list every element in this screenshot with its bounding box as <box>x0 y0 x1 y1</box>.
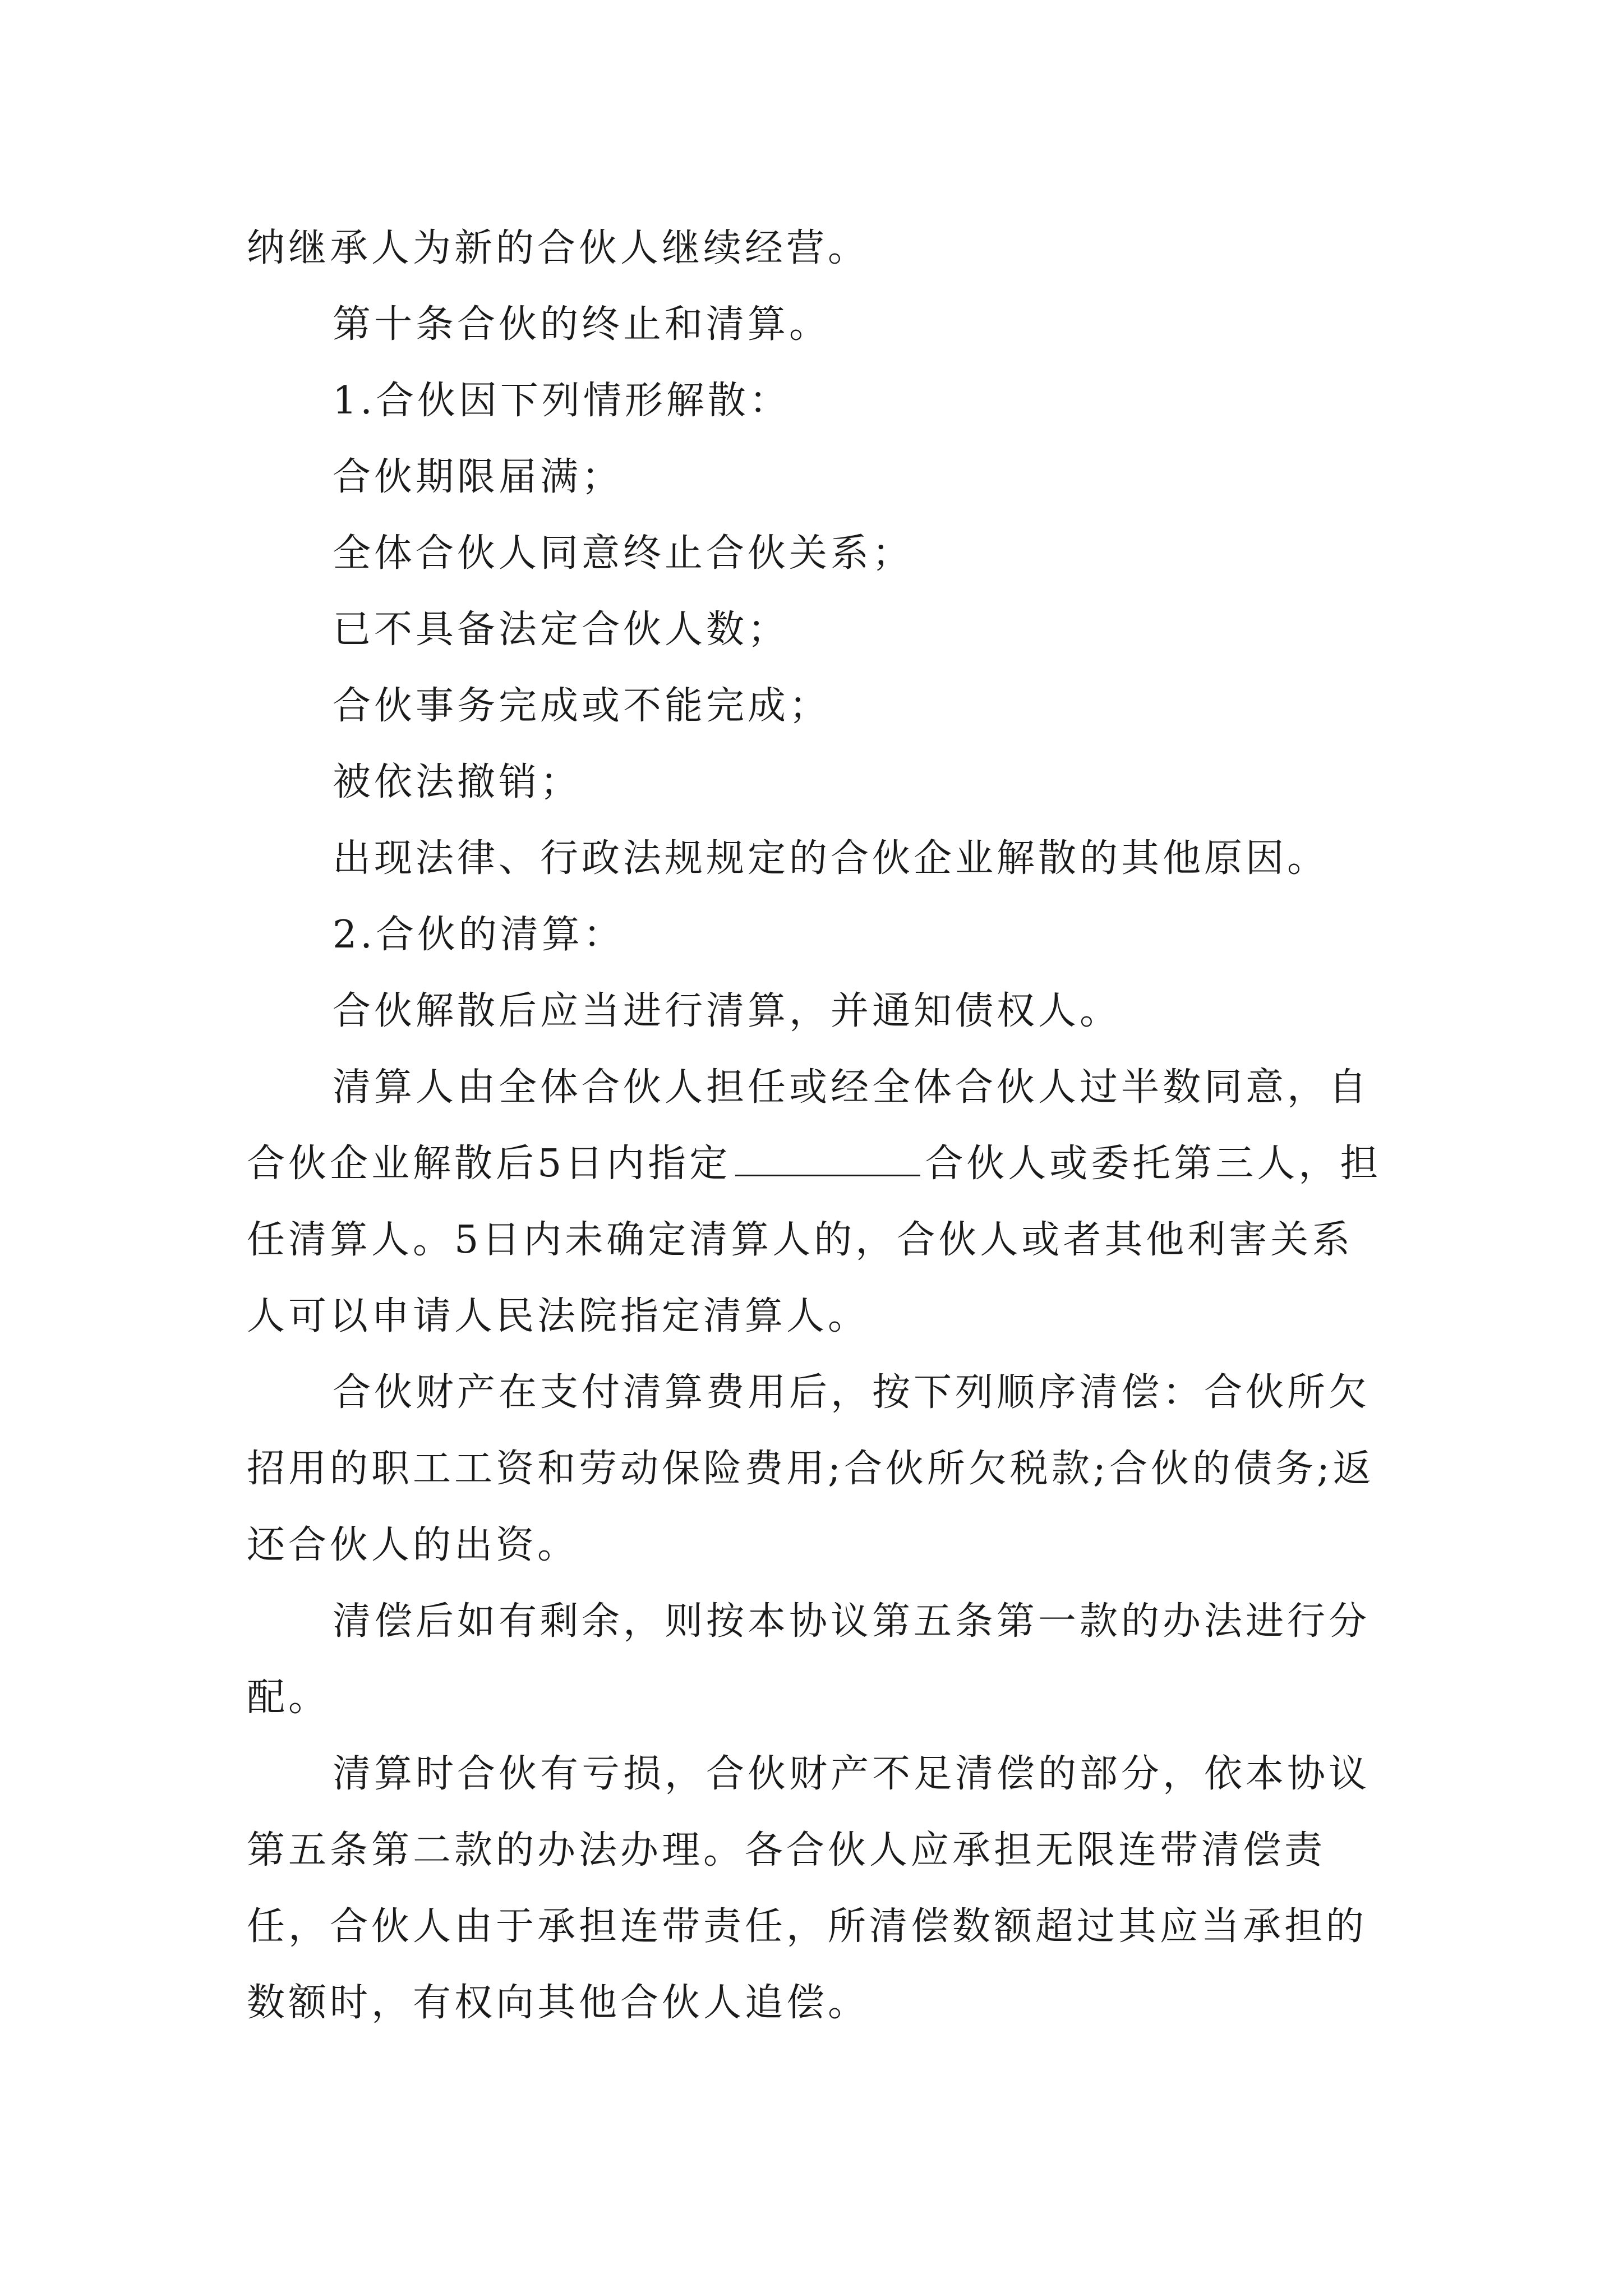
document-body <box>247 210 1391 2041</box>
dissolution-item-affairs-complete: 合伙事务完成或不能完成； <box>333 684 831 728</box>
dissolution-item-all-agree: 全体合伙人同意终止合伙关系； <box>333 531 914 576</box>
article-ten-heading: 第十条合伙的终止和清算。 <box>333 302 831 347</box>
liquidator-appointment-paragraph <box>247 1050 1391 1355</box>
dissolution-item-other-reasons: 出现法律、行政法规规定的合伙企业解散的其他原因。 <box>333 836 1329 881</box>
liquidation-clause-heading: 2.合伙的清算： <box>333 913 625 957</box>
dissolution-item-insufficient-partners: 已不具备法定合伙人数； <box>333 608 790 652</box>
liquidator-text-after-blank: 合伙人或委托第三人，担任清算人。5日内未确定清算人的，合伙人或者其他利害关系人可以申请人民法院指定清算人。 <box>247 1142 1382 1338</box>
dissolution-item-term-expired: 合伙期限届满； <box>333 455 624 499</box>
liquidator-text-before-blank: 清算人由全体合伙人担任或经全体合伙人过半数同意，自合伙企业解散后5日内指定 <box>247 1065 1371 1186</box>
dissolution-item-revoked: 被依法撤销； <box>333 760 582 804</box>
loss-liability-paragraph: 清算时合伙有亏损，合伙财产不足清偿的部分，依本协议第五条第二款的办法办理。各合伙人应承担无限连带清偿责任，合伙人由于承担连带责任，所清偿数额超过其应当承担的数额时，有权向其他合伙人追偿。 <box>247 1752 1371 2025</box>
repayment-order-paragraph: 合伙财产在支付清算费用后，按下列顺序清偿：合伙所欠招用的职工工资和劳动保险费用;合伙所欠税款;合伙的债务;返还合伙人的出资。 <box>247 1370 1375 1567</box>
surplus-distribution-paragraph: 清偿后如有剩余，则按本协议第五条第一款的办法进行分配。 <box>247 1599 1371 1720</box>
fill-in-blank[interactable] <box>735 1141 920 1176</box>
liquidation-notify-creditors: 合伙解散后应当进行清算，并通知债权人。 <box>333 989 1122 1033</box>
dissolution-clause-heading: 1.合伙因下列情形解散： <box>333 379 791 423</box>
paragraph-continuation: 纳继承人为新的合伙人继续经营。 <box>247 226 870 270</box>
